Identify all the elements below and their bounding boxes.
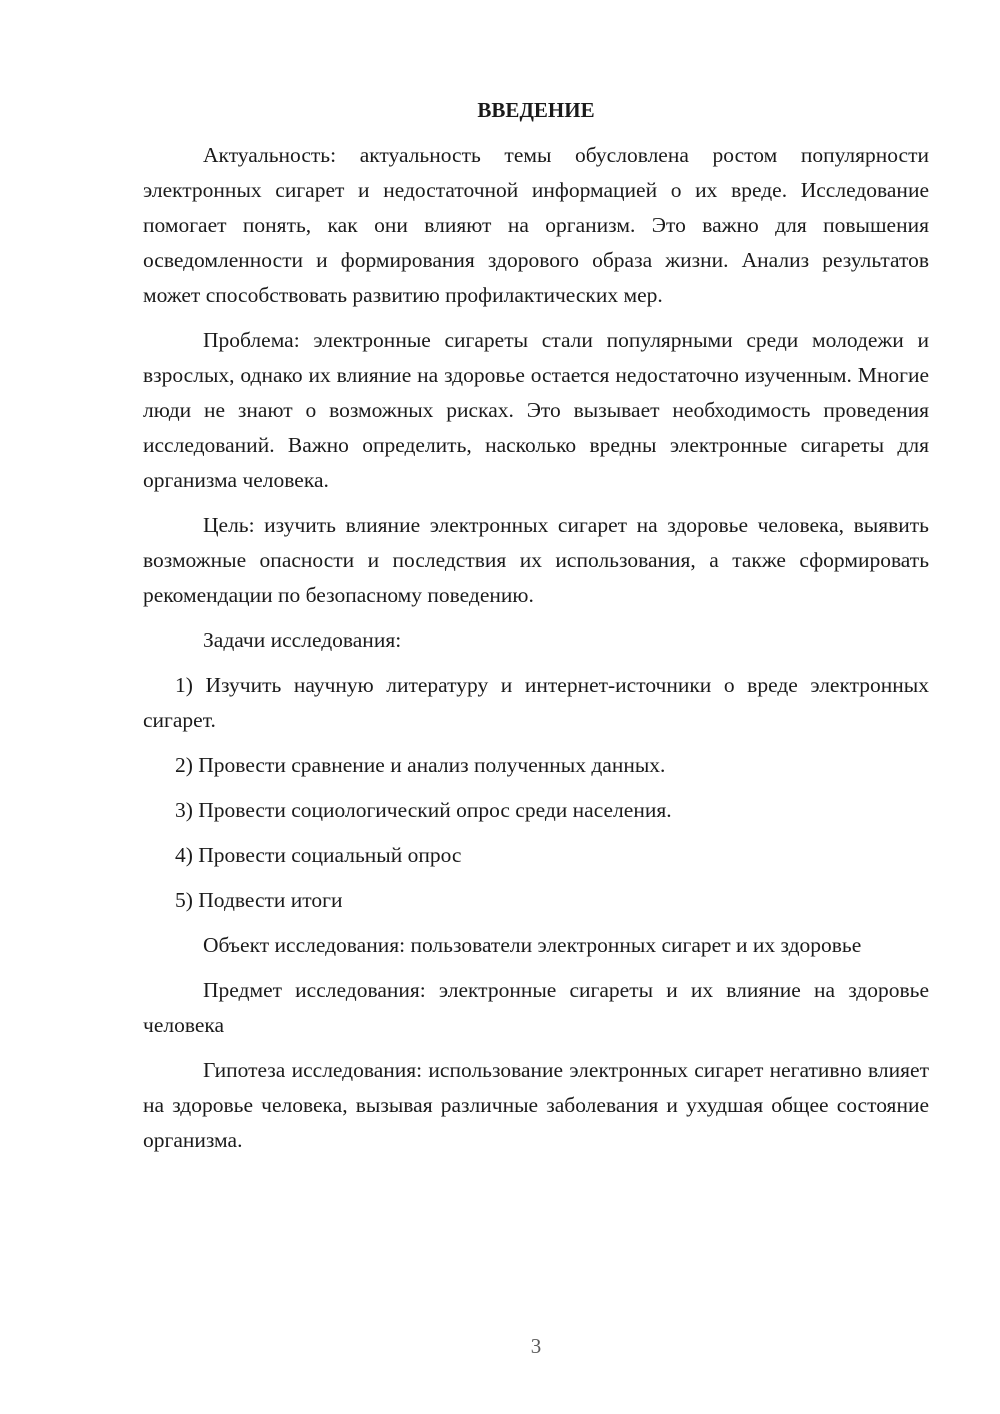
task-item: 5) Подвести итоги bbox=[175, 888, 343, 912]
hypothesis-paragraph: Гипотеза исследования: использование электронных сигарет негативно влияет на здоровье человека, вызывая различные заболевания и ухудшая общее состояние организма. bbox=[143, 1058, 929, 1152]
subject-paragraph: Предмет исследования: электронные сигареты и их влияние на здоровье человека bbox=[143, 978, 929, 1037]
task-item: 4) Провести социальный опрос bbox=[175, 843, 462, 867]
relevance-paragraph: Актуальность: актуальность темы обусловлена ростом популярности электронных сигарет и недостаточной информацией о их вреде. Исследование помогает понять, как они влияют на организм. Это важно для повышения осведомленности и формирования здорового образа жизни. Анализ результатов может способствовать развитию профилактических мер. bbox=[143, 143, 929, 307]
page-number: 3 bbox=[530, 1334, 542, 1358]
problem-paragraph: Проблема: электронные сигареты стали популярными среди молодежи и взрослых, однако их влияние на здоровье остается недостаточно изученным. Многие люди не знают о возможных рисках. Это вызывает необходимость проведения исследований. Важно определить, насколько вредны электронные сигареты для организма человека. bbox=[143, 328, 929, 492]
task-item: 1) Изучить научную литературу и интернет-источники о вреде электронных сигарет. bbox=[143, 673, 929, 732]
task-item: 3) Провести социологический опрос среди населения. bbox=[175, 798, 672, 822]
section-heading: ВВЕДЕНИЕ bbox=[477, 98, 595, 122]
goal-paragraph: Цель: изучить влияние электронных сигарет на здоровье человека, выявить возможные опасности и последствия их использования, а также сформировать рекомендации по безопасному поведению. bbox=[143, 513, 929, 607]
tasks-heading: Задачи исследования: bbox=[203, 628, 402, 652]
object-paragraph: Объект исследования: пользователи электронных сигарет и их здоровье bbox=[203, 933, 862, 957]
document-body bbox=[143, 95, 929, 1168]
task-item: 2) Провести сравнение и анализ полученных данных. bbox=[175, 753, 666, 777]
